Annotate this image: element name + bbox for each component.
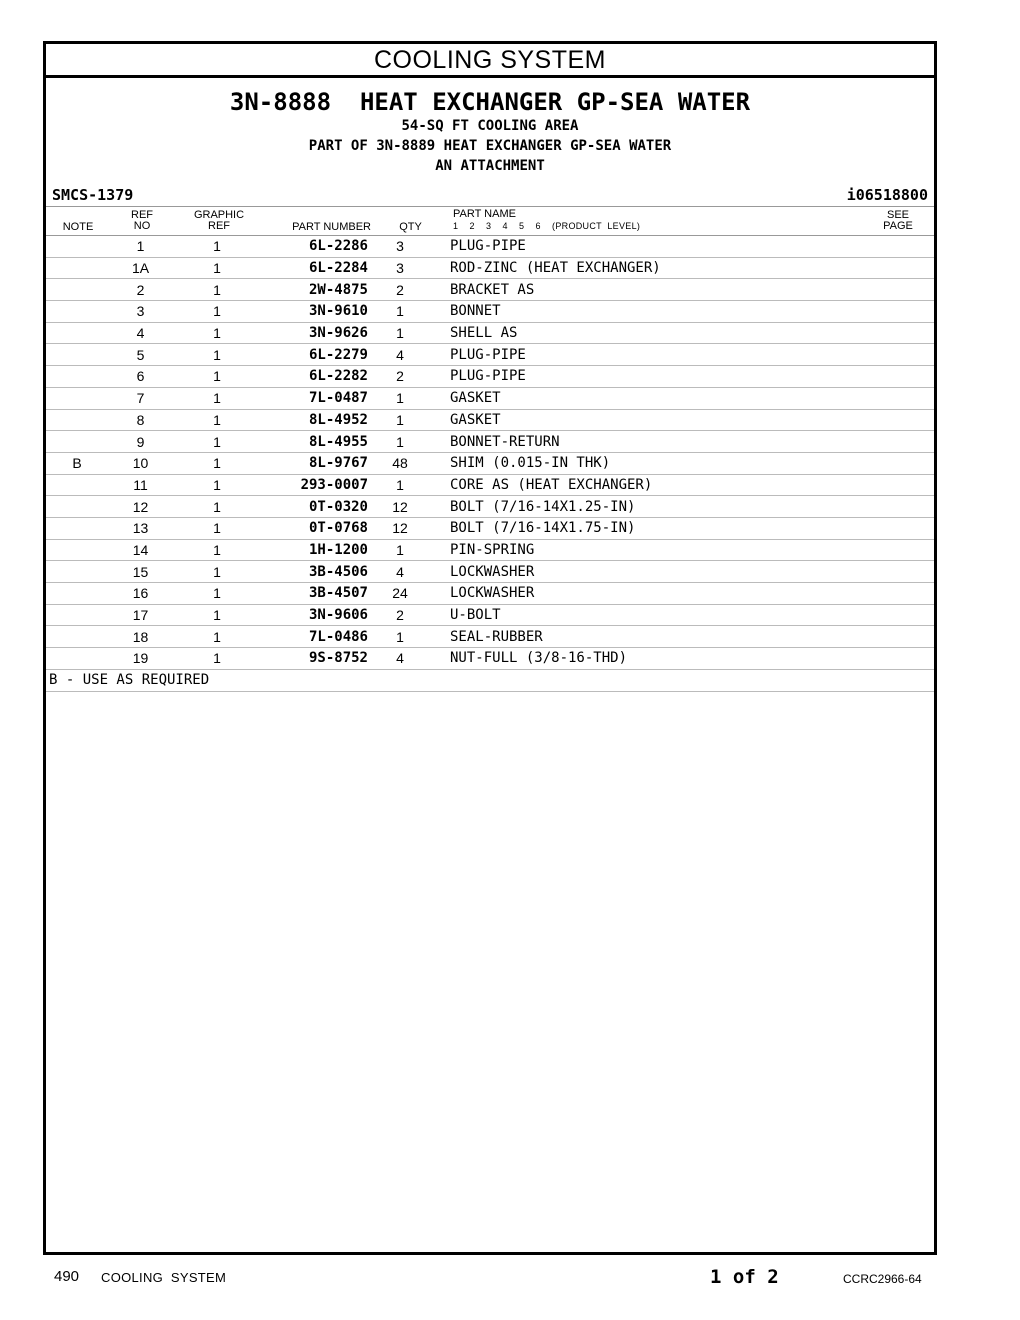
smcs-row [46, 184, 934, 207]
note-cell [46, 279, 108, 301]
part-number-cell: 3N-9610 [261, 301, 370, 323]
note-cell [46, 236, 108, 257]
part-number-cell: 8L-4955 [261, 431, 370, 453]
graphic-ref-cell: 1 [173, 604, 261, 626]
qty-cell: 1 [370, 626, 430, 648]
ref-number-cell: 18 [108, 626, 173, 648]
part-number-cell: 3B-4507 [261, 583, 370, 605]
part-name-cell: CORE AS (HEAT EXCHANGER) [430, 474, 934, 496]
table-row [46, 583, 934, 605]
qty-cell: 1 [370, 539, 430, 561]
qty-cell: 3 [370, 257, 430, 279]
col-note: NOTE [62, 221, 94, 233]
table-row [46, 279, 934, 301]
part-number-cell: 9S-8752 [261, 648, 370, 670]
note-cell [46, 344, 108, 366]
part-name-cell: ROD-ZINC (HEAT EXCHANGER) [430, 257, 934, 279]
graphic-ref-cell: 1 [173, 648, 261, 670]
graphic-ref-cell: 1 [173, 431, 261, 453]
ref-number-cell: 9 [108, 431, 173, 453]
ref-number-cell: 8 [108, 409, 173, 431]
graphic-ref-cell: 1 [173, 474, 261, 496]
graphic-ref-cell: 1 [173, 517, 261, 539]
part-name-cell: BOLT (7/16-14X1.25-IN) [430, 496, 934, 518]
col-part-name: PART NAME [453, 208, 516, 220]
note-cell [46, 561, 108, 583]
part-number-cell: 3N-9626 [261, 322, 370, 344]
page-footer [0, 1266, 1020, 1290]
part-number-cell: 1H-1200 [261, 539, 370, 561]
table-row [46, 322, 934, 344]
ref-number-cell: 14 [108, 539, 173, 561]
part-name-cell: U-BOLT [430, 604, 934, 626]
part-number-cell: 6L-2282 [261, 366, 370, 388]
col-see-top: SEE [886, 209, 909, 221]
graphic-ref-cell: 1 [173, 626, 261, 648]
parts-page-frame [43, 41, 937, 1255]
table-row [46, 409, 934, 431]
qty-cell: 4 [370, 344, 430, 366]
part-number-cell: 3N-9606 [261, 604, 370, 626]
table-row [46, 539, 934, 561]
ref-number-cell: 16 [108, 583, 173, 605]
table-row [46, 604, 934, 626]
graphic-ref-cell: 1 [173, 322, 261, 344]
part-number-cell: 3B-4506 [261, 561, 370, 583]
note-cell [46, 387, 108, 409]
qty-cell: 1 [370, 409, 430, 431]
qty-cell: 4 [370, 561, 430, 583]
note-cell [46, 301, 108, 323]
table-row [46, 496, 934, 518]
group-subtitle-1: 54-SQ FT COOLING AREA [401, 118, 579, 134]
col-graphic-top: GRAPHIC [193, 209, 245, 221]
part-name-cell: PIN-SPRING [430, 539, 934, 561]
note-cell [46, 583, 108, 605]
note-cell [46, 648, 108, 670]
qty-cell: 2 [370, 366, 430, 388]
table-row [46, 561, 934, 583]
part-number-cell: 6L-2286 [261, 236, 370, 257]
part-name-cell: PLUG-PIPE [430, 236, 934, 257]
graphic-ref-cell: 1 [173, 301, 261, 323]
ref-number-cell: 7 [108, 387, 173, 409]
table-row [46, 626, 934, 648]
table-row [46, 257, 934, 279]
qty-cell: 48 [370, 452, 430, 474]
qty-cell: 1 [370, 322, 430, 344]
ref-number-cell: 2 [108, 279, 173, 301]
qty-cell: 2 [370, 279, 430, 301]
qty-cell: 3 [370, 236, 430, 257]
footer-section: COOLING SYSTEM [101, 1270, 227, 1285]
ref-number-cell: 11 [108, 474, 173, 496]
qty-cell: 1 [370, 474, 430, 496]
col-ref-top: REF [131, 209, 153, 221]
part-name-cell: NUT-FULL (3/8-16-THD) [430, 648, 934, 670]
part-number-cell: 2W-4875 [261, 279, 370, 301]
graphic-ref-cell: 1 [173, 279, 261, 301]
graphic-ref-cell: 1 [173, 366, 261, 388]
ref-number-cell: 1 [108, 236, 173, 257]
note-cell [46, 604, 108, 626]
footnote: B - USE AS REQUIRED [46, 670, 934, 692]
part-number-cell: 6L-2279 [261, 344, 370, 366]
qty-cell: 24 [370, 583, 430, 605]
note-cell [46, 257, 108, 279]
col-ref-bottom: NO [133, 220, 151, 232]
qty-cell: 12 [370, 517, 430, 539]
graphic-ref-cell: 1 [173, 496, 261, 518]
group-subtitle-3: AN ATTACHMENT [435, 158, 545, 174]
col-part-number: PART NUMBER [292, 221, 371, 233]
ref-number-cell: 5 [108, 344, 173, 366]
page-number: 490 [54, 1268, 80, 1285]
group-subtitle-2: PART OF 3N-8889 HEAT EXCHANGER GP-SEA WATER [308, 138, 672, 154]
note-cell [46, 366, 108, 388]
note-cell [46, 539, 108, 561]
part-number-cell: 8L-4952 [261, 409, 370, 431]
note-cell [46, 496, 108, 518]
document-code: CCRC2966-64 [843, 1272, 922, 1286]
ref-number-cell: 13 [108, 517, 173, 539]
part-name-cell: BOLT (7/16-14X1.75-IN) [430, 517, 934, 539]
part-name-cell: GASKET [430, 387, 934, 409]
col-product-level: 1 2 3 4 5 6 (PRODUCT LEVEL) [453, 221, 641, 231]
note-cell [46, 322, 108, 344]
graphic-ref-cell: 1 [173, 583, 261, 605]
qty-cell: 2 [370, 604, 430, 626]
part-number-cell: 7L-0486 [261, 626, 370, 648]
part-number-cell: 7L-0487 [261, 387, 370, 409]
column-header [46, 207, 934, 236]
ref-number-cell: 19 [108, 648, 173, 670]
table-row [46, 517, 934, 539]
part-name-cell: LOCKWASHER [430, 583, 934, 605]
part-number-cell: 6L-2284 [261, 257, 370, 279]
table-row [46, 474, 934, 496]
col-qty: QTY [399, 221, 422, 233]
graphic-ref-cell: 1 [173, 452, 261, 474]
table-row [46, 344, 934, 366]
graphic-ref-cell: 1 [173, 387, 261, 409]
ref-number-cell: 3 [108, 301, 173, 323]
table-row [46, 648, 934, 670]
parts-table-body [46, 236, 934, 669]
parts-table [46, 236, 934, 670]
ref-number-cell: 1A [108, 257, 173, 279]
graphic-ref-cell: 1 [173, 539, 261, 561]
part-name-cell: GASKET [430, 409, 934, 431]
part-name-cell: SHELL AS [430, 322, 934, 344]
ref-number-cell: 12 [108, 496, 173, 518]
table-row [46, 366, 934, 388]
col-see-bottom: PAGE [883, 220, 913, 232]
ref-number-cell: 15 [108, 561, 173, 583]
qty-cell: 1 [370, 387, 430, 409]
part-number-cell: 0T-0320 [261, 496, 370, 518]
note-cell: B [46, 452, 108, 474]
part-name-cell: LOCKWASHER [430, 561, 934, 583]
part-number-cell: 0T-0768 [261, 517, 370, 539]
part-number-cell: 8L-9767 [261, 452, 370, 474]
qty-cell: 1 [370, 431, 430, 453]
table-row [46, 236, 934, 257]
ref-number-cell: 17 [108, 604, 173, 626]
table-row [46, 387, 934, 409]
note-cell [46, 474, 108, 496]
part-name-cell: SEAL-RUBBER [430, 626, 934, 648]
section-title: COOLING SYSTEM [46, 44, 934, 78]
part-name-cell: BONNET [430, 301, 934, 323]
ref-number-cell: 4 [108, 322, 173, 344]
table-row [46, 431, 934, 453]
part-name-cell: BRACKET AS [430, 279, 934, 301]
ref-number-cell: 10 [108, 452, 173, 474]
page-of: 1 of 2 [710, 1266, 779, 1288]
ref-number-cell: 6 [108, 366, 173, 388]
illustration-id: i06518800 [846, 186, 928, 204]
qty-cell: 1 [370, 301, 430, 323]
part-name-cell: PLUG-PIPE [430, 344, 934, 366]
note-cell [46, 517, 108, 539]
graphic-ref-cell: 1 [173, 409, 261, 431]
graphic-ref-cell: 1 [173, 561, 261, 583]
smcs-code: SMCS-1379 [52, 186, 134, 204]
part-number-cell: 293-0007 [261, 474, 370, 496]
graphic-ref-cell: 1 [173, 344, 261, 366]
part-name-cell: SHIM (0.015-IN THK) [430, 452, 934, 474]
group-title: 3N-8888 HEAT EXCHANGER GP-SEA WATER [229, 88, 751, 116]
graphic-ref-cell: 1 [173, 236, 261, 257]
graphic-ref-cell: 1 [173, 257, 261, 279]
table-row [46, 301, 934, 323]
note-cell [46, 431, 108, 453]
part-name-cell: BONNET-RETURN [430, 431, 934, 453]
qty-cell: 12 [370, 496, 430, 518]
note-cell [46, 626, 108, 648]
part-name-cell: PLUG-PIPE [430, 366, 934, 388]
table-row [46, 452, 934, 474]
qty-cell: 4 [370, 648, 430, 670]
note-cell [46, 409, 108, 431]
col-graphic-bottom: REF [208, 220, 230, 232]
